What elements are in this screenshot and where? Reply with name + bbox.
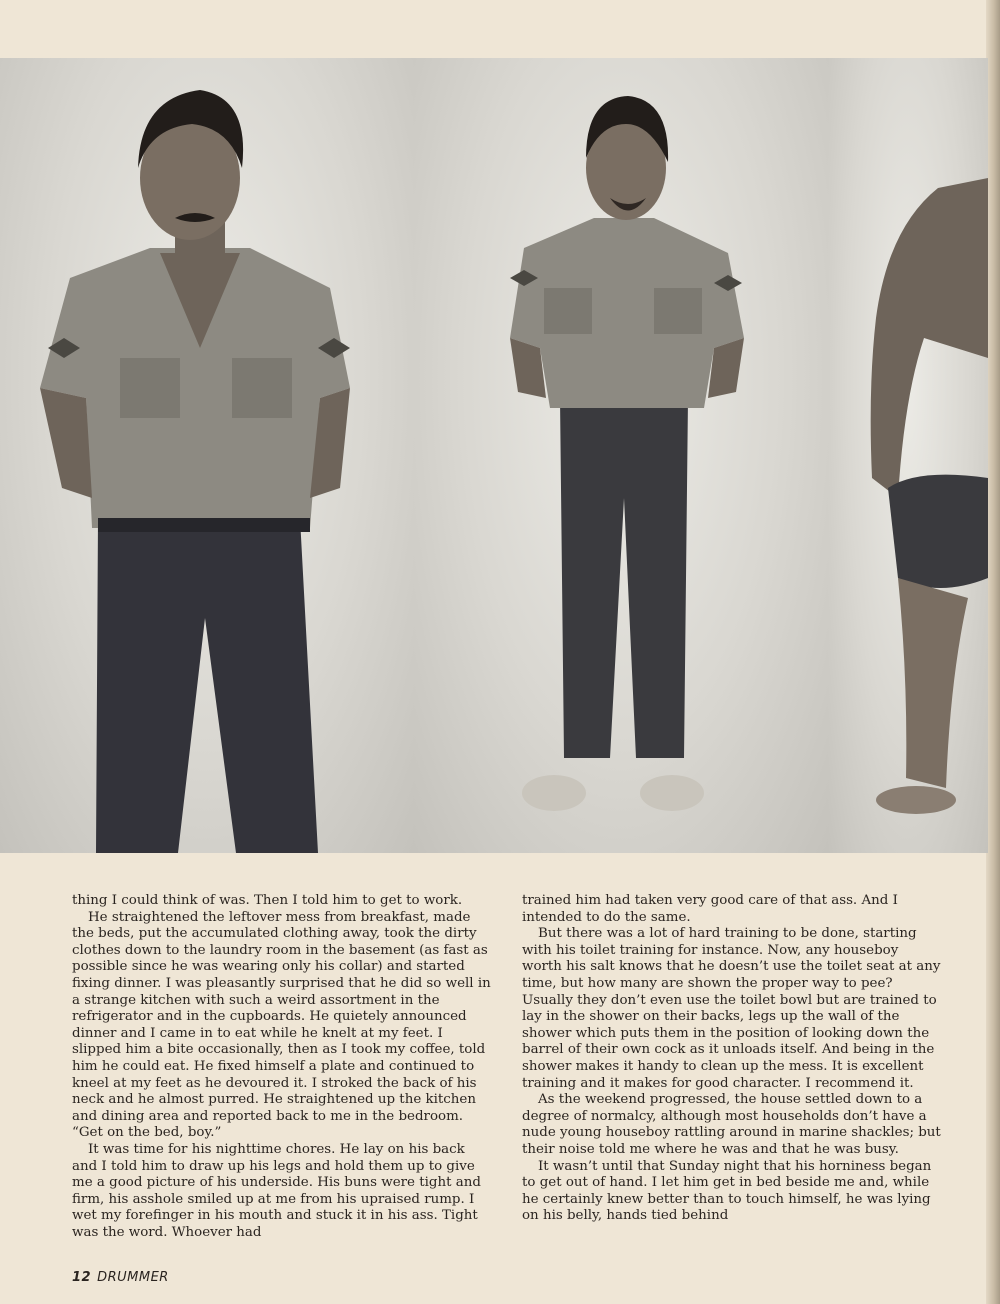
photo-standing-man	[0, 58, 414, 853]
paragraph: But there was a lot of hard training to be done, starting with his toilet training for instance. Now, any houseboy worth his salt knows that he doesn’t use the toilet seat at any time, but how many are shown the proper way to pee? Usually they don’t even use the toilet bowl but are trained to lay in the shower on their backs, legs up the wall of the shower which puts them in the position of looking down the barrel of their own cock as it unloads itself. And being in the shower makes it handy to clean up the mess. It is excellent training and it makes for good character. I recommend it.	[522, 926, 941, 1091]
paragraph: He straightened the leftover mess from breakfast, made the beds, put the accumulated clothing away, took the dirty clothes down to the laundry room in the basement (as fast as possible since he was wearing only his collar) and started fixing dinner. I was pleasantly surprised that he did so well in a strange kitchen with such a weird assortment in the refrigerator and in the cupboards. He quietely announced dinner and I came in to eat while he knelt at my feet. I slipped him a bite occasionally, then as I took my coffee, told him he could eat. He fixed himself a plate and continued to kneel at my feet as he devoured it. I stroked the back of his neck and he almost purred. He straightened up the kitchen and dining area and reported back to me in the bedroom. “Get on the bed, boy.”	[72, 909, 491, 1141]
paragraph: trained him had taken very good care of that ass. And I intended to do the same.	[522, 893, 898, 925]
photo-head-bowed-man	[414, 58, 828, 853]
man-lowering-jeans-photo-icon	[828, 58, 988, 853]
page-number: 12	[72, 1270, 92, 1285]
standing-man-head-bowed-photo-icon	[414, 58, 828, 853]
paragraph: As the weekend progressed, the house settled down to a degree of normalcy, although most households don’t have a nude young houseboy rattling around in marine shackles; but their noise told me where he was and that he was busy.	[522, 1092, 941, 1157]
page-edge	[986, 0, 1000, 1304]
standing-man-photo-icon	[0, 58, 414, 853]
article-column-left	[72, 893, 492, 1241]
page-folio	[72, 1270, 169, 1285]
paragraph: It wasn’t until that Sunday night that his horniness began to get out of hand. I let him get in bed beside me and, while he certainly knew better than to touch himself, he was lying on his belly, hands tied behind	[522, 1158, 932, 1224]
photo-partial-man	[828, 58, 988, 853]
paragraph: It was time for his nighttime chores. He lay on his back and I told him to draw up his legs and hold them up to give me a good picture of his underside. His buns were tight and firm, his asshole smiled up at me from his upraised rump. I wet my forefinger in his mouth and stuck it in his ass. Tight was the word. Whoever had	[72, 1141, 481, 1240]
article-column-right	[522, 893, 942, 1225]
magazine-name: DRUMMER	[97, 1270, 169, 1285]
paragraph: thing I could think of was. Then I told him to get to work.	[72, 893, 463, 908]
